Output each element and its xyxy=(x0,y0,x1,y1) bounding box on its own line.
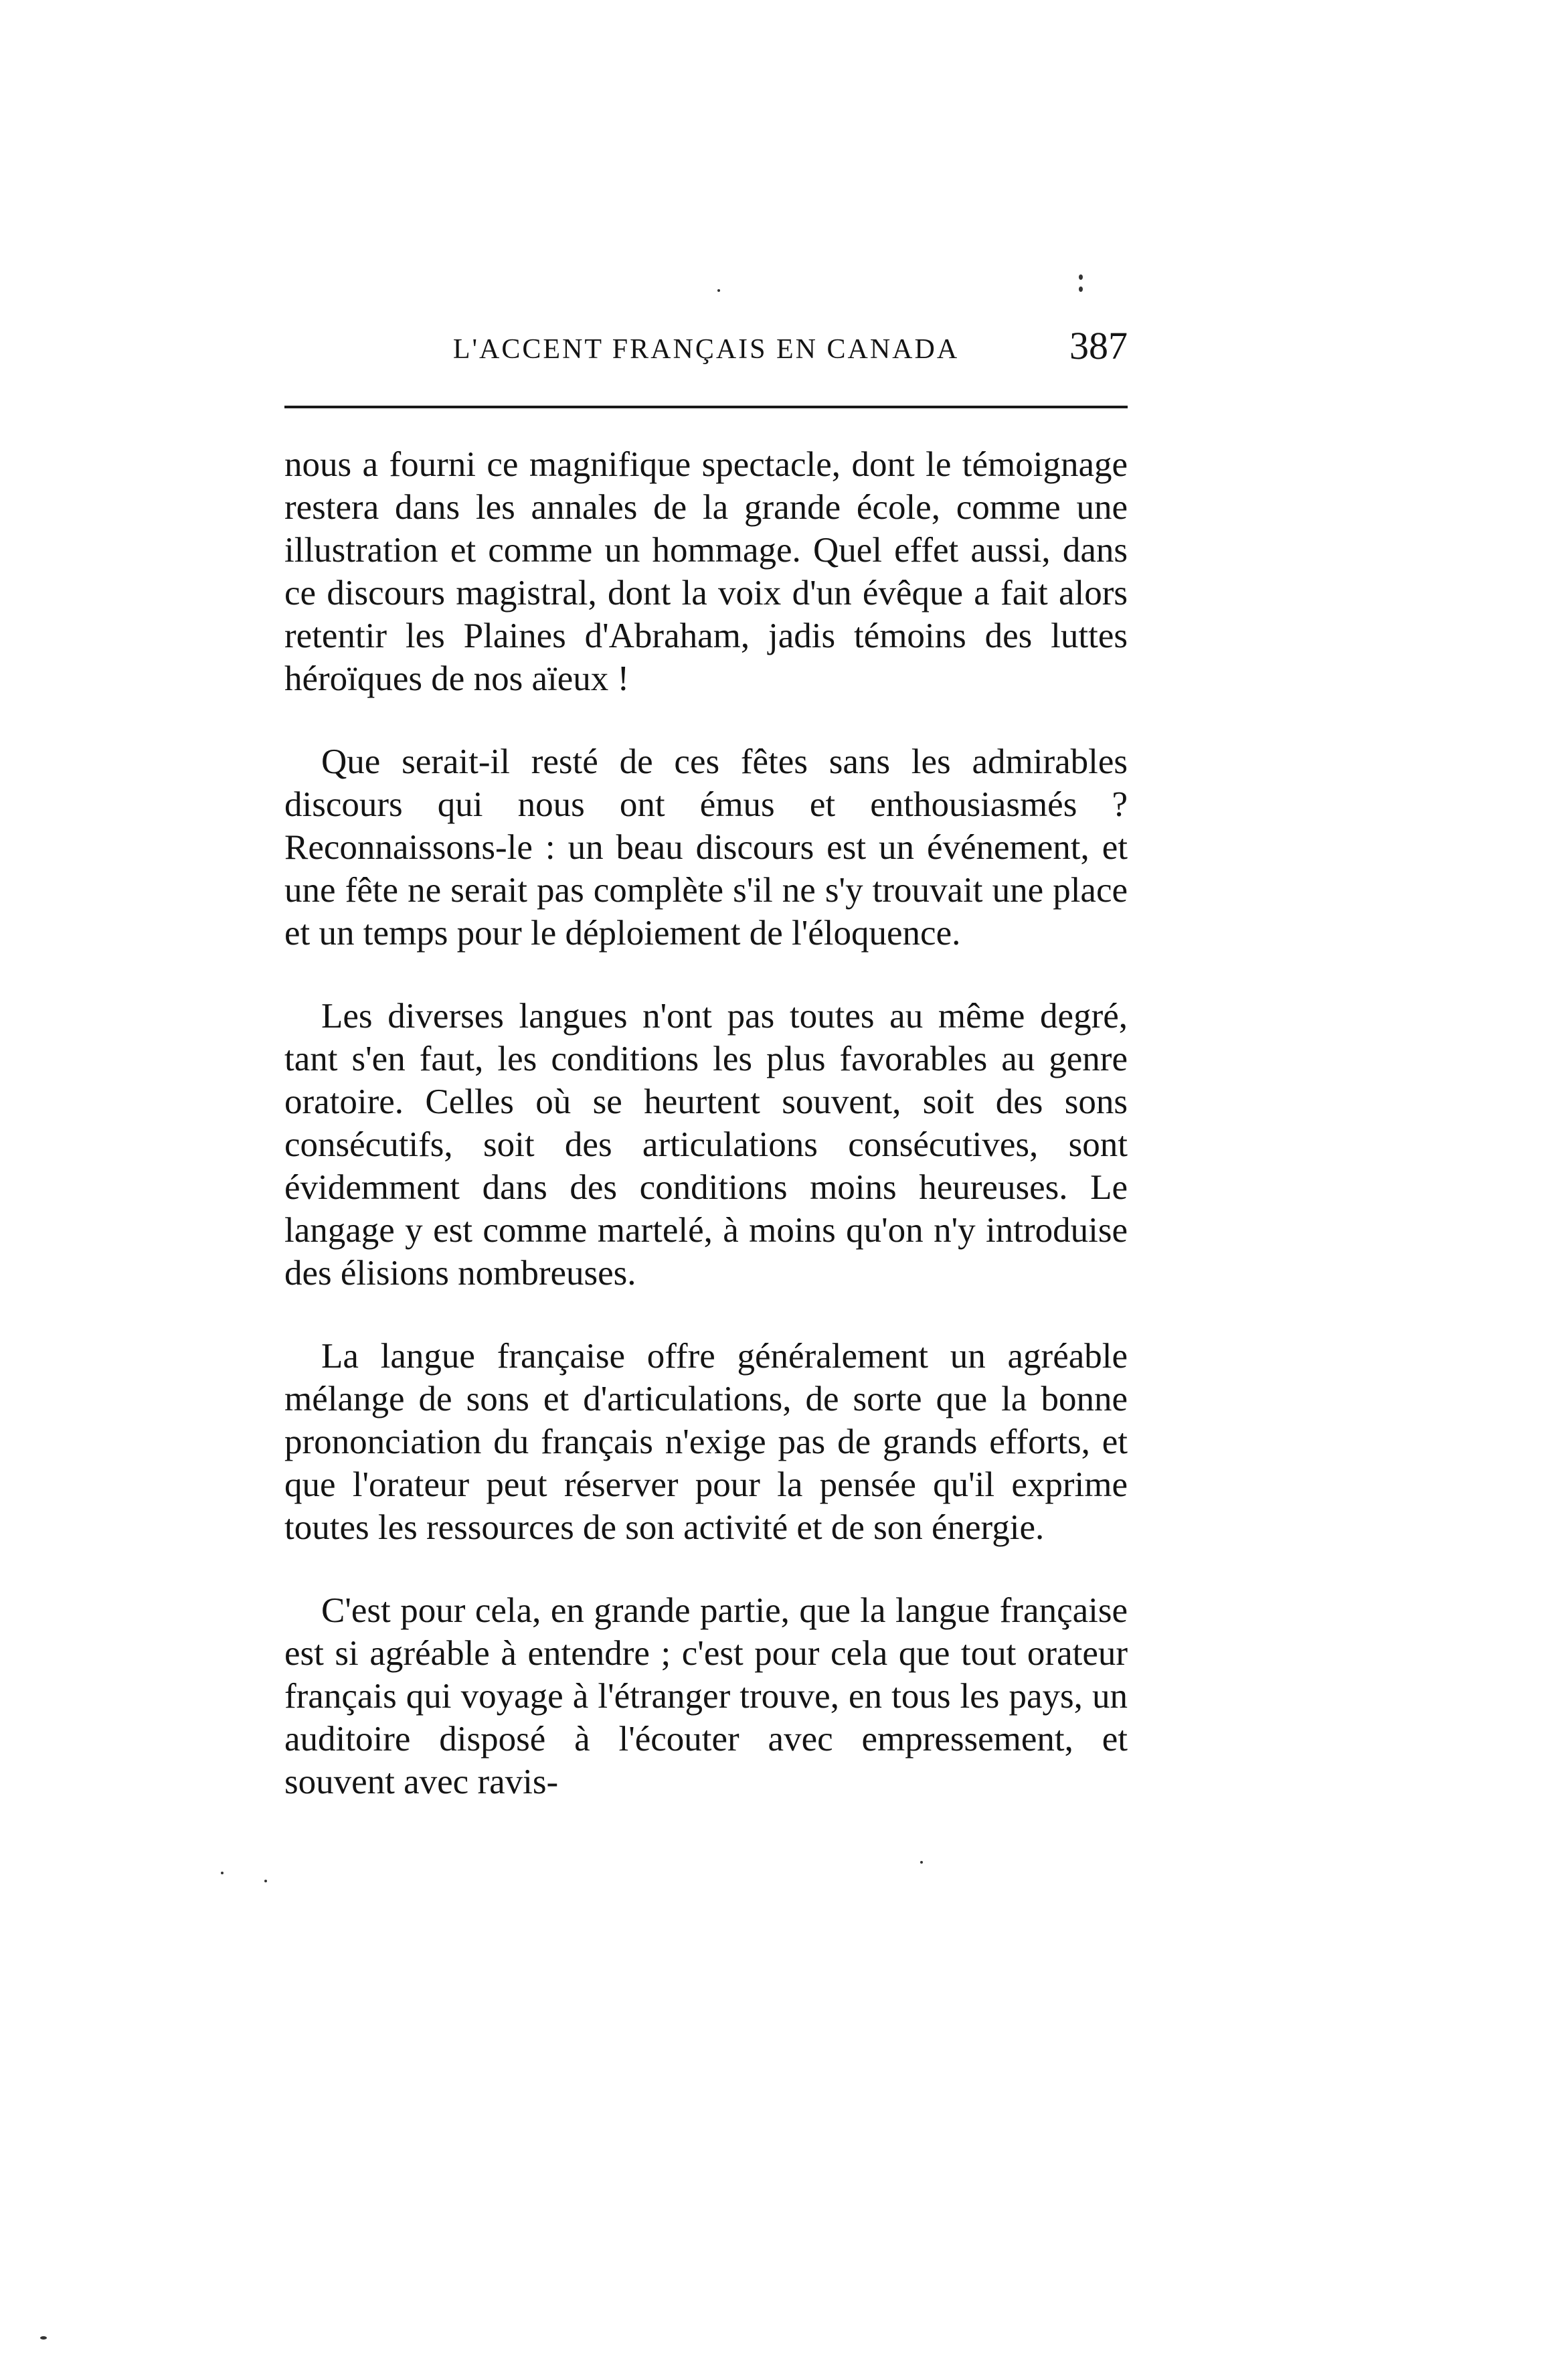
print-speck xyxy=(1079,287,1083,292)
paragraph: nous a fourni ce magnifique spectacle, dont le témoignage restera dans les annales de la grande école, comme une illustration et comme un hommage. Quel effet aussi, dans ce discours magistral, dont la voix d'un évêque a fait alors retentir les Plaines d'Abraham, jadis témoins des luttes héroïques de nos aïeux ! xyxy=(284,445,1128,698)
paragraph: C'est pour cela, en grande partie, que la langue française est si agréable à entendre ; c'est pour cela que tout orateur français qui voyage à l'étranger trouve, en tous les pays, un auditoire disposé à l'écouter avec empressement, et souvent avec ravis- xyxy=(284,1591,1128,1801)
print-speck xyxy=(717,289,720,292)
page-number: 387 xyxy=(1069,324,1128,368)
paragraph: La langue française offre généralement un agréable mélange de sons et d'articulations, de sorte que la bonne prononciation du français n'exige pas de grands efforts, et que l'orateur peut réserver pour la pensée qu'il exprime toutes les ressources de son activité et de son énergie. xyxy=(284,1337,1128,1547)
header-rule xyxy=(284,406,1128,408)
running-title: L'ACCENT FRANÇAIS EN CANADA xyxy=(452,334,960,365)
page-header xyxy=(284,320,1128,374)
print-speck xyxy=(221,1872,224,1874)
paragraph: Que serait-il resté de ces fêtes sans les admirables discours qui nous ont émus et enthousiasmés ? Reconnaissons-le : un beau discours est un événement, et une fête ne serait pas complète s'il ne s'y trouvait une place et un temps pour le déploiement de l'éloquence. xyxy=(284,742,1128,953)
print-speck xyxy=(1079,274,1083,280)
print-speck xyxy=(920,1861,923,1864)
print-speck xyxy=(40,2336,47,2340)
body-text xyxy=(284,443,1128,1844)
paragraph: Les diverses langues n'ont pas toutes au même degré, tant s'en faut, les conditions les plus favorables au genre oratoire. Celles où se heurtent souvent, soit des sons consécutifs, soit des articulations consécutives, sont évidemment dans des conditions moins heureuses. Le langage y est comme martelé, à moins qu'on n'y introduise des élisions nombreuses. xyxy=(284,997,1128,1293)
print-speck xyxy=(264,1880,267,1882)
